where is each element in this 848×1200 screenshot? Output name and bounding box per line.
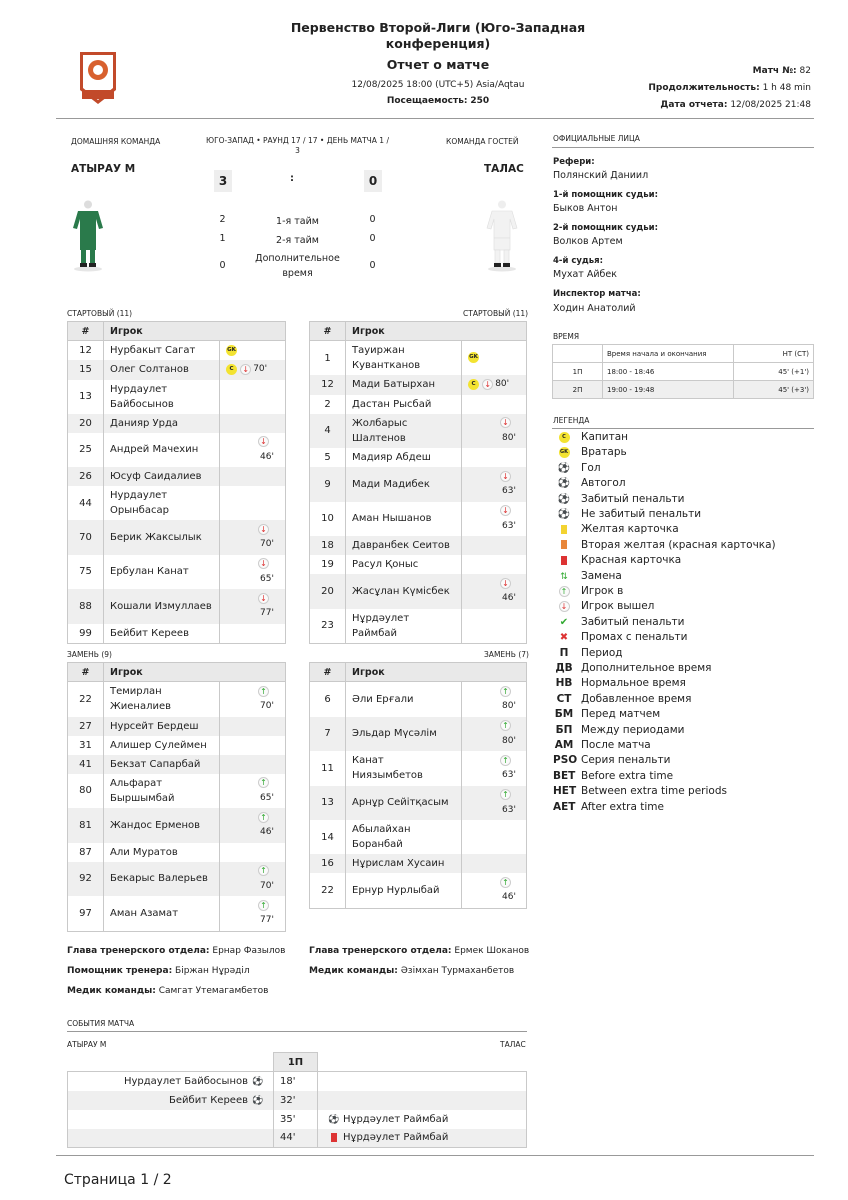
home-assistant-coach: Помощник тренера: Біржан Нұрәділ <box>67 966 250 976</box>
legend-item <box>553 784 727 799</box>
legend-cross-icon: ✖ <box>559 632 569 644</box>
captain-icon: C <box>468 379 479 390</box>
table-row: 87 Али Муратов <box>68 843 286 862</box>
home-starting-table: # Игрок 12 Нурбакыт Сагат GK 15 Олег Солтанов C ↓ 70' 13 Нурдаулет Байбосынов 20 Данияр Урда 25 Андрей Мачехин ↓46' 26 Юсуф Саидалиев 44 Нурдаулет Орынбасар 70 Берик Жаксылык ↓70' 75 Ербулан Канат ↓65' 88 Кошали Измуллаев ↓77' 99 Бейбит Кереев <box>67 321 286 644</box>
report-subtitle: Отчет о матче <box>386 57 490 72</box>
events-away-team: ТАЛАС <box>500 1040 526 1049</box>
legend-abbr: HET <box>553 785 577 798</box>
player-in-icon: ↑ <box>500 720 511 731</box>
table-row: 19 Расул Қоныс <box>310 555 527 574</box>
legend-item <box>553 553 681 568</box>
match-meta: Матч №: 82 Продолжительность: 1 h 48 min Дата отчета: 12/08/2025 21:48 <box>648 66 811 110</box>
player-in-icon: ↑ <box>258 777 269 788</box>
time-title: ВРЕМЯ <box>553 332 580 341</box>
table-row: 23 Нұрдәулет Раймбай <box>310 609 527 644</box>
legend-text: Замена <box>581 569 622 582</box>
table-row: 26 Юсуф Саидалиев <box>68 467 286 486</box>
player-out-icon: ↓ <box>258 593 269 604</box>
player-out-icon: ↓ <box>482 379 493 390</box>
table-row: Нурдаулет Байбосынов ⚽ 18' <box>68 1072 527 1091</box>
legend-pen-icon: ⚽ <box>557 493 571 505</box>
legend-text: Вратарь <box>581 446 627 459</box>
player-in-icon: ↑ <box>500 755 511 766</box>
table-row: 20 Данияр Урда <box>68 414 286 433</box>
legend-text: Желтая карточка <box>581 523 679 536</box>
table-row: 9 Мади Мадибек ↓63' <box>310 467 527 502</box>
table-row: 13 Арнұр Сейітқасым ↑63' <box>310 786 527 821</box>
table-row: 4 Жолбарыс Шалтенов ↓80' <box>310 414 527 449</box>
score-separator: : <box>290 173 294 184</box>
table-row: 10 Аман Нышанов ↓63' <box>310 502 527 537</box>
round-info: ЮГО-ЗАПАД • РАУНД 17 / 17 • ДЕНЬ МАТЧА 1 / 3 <box>205 136 389 155</box>
legend-item <box>553 522 679 537</box>
legend-abbr: П <box>559 646 569 659</box>
red-card-icon <box>328 1133 339 1143</box>
table-row: 2П 19:00 - 19:48 45' (+3') <box>553 381 814 399</box>
referee-name: Полянский Даниил <box>553 170 649 181</box>
table-row: 80 Альфарат Быршымбай ↑65' <box>68 774 286 809</box>
page-number: Страница 1 / 2 <box>64 1172 172 1188</box>
player-out-icon: ↓ <box>258 524 269 535</box>
report-title: Первенство Второй-Лиги (Юго-Западная конференция) <box>290 20 586 51</box>
legend-abbr: БМ <box>554 708 574 721</box>
table-row: 44 Нурдаулет Орынбасар <box>68 486 286 520</box>
legend-item <box>553 569 622 584</box>
header-divider <box>56 118 814 119</box>
legend-red-icon <box>553 553 575 568</box>
player-out-icon: ↓ <box>500 505 511 516</box>
legend-text: Дополнительное время <box>581 662 712 674</box>
away-head-coach: Глава тренерского отдела: Ермек Шоканов <box>309 946 530 956</box>
attendance: Посещаемость: 250 <box>386 96 490 106</box>
player-in-icon: ↑ <box>500 686 511 697</box>
legend-item <box>553 676 686 691</box>
player-out-icon: ↓ <box>500 471 511 482</box>
player-out-icon: ↓ <box>500 578 511 589</box>
away-starting-label: СТАРТОВЫЙ (11) <box>463 309 529 318</box>
home-team-label: ДОМАШНЯЯ КОМАНДА <box>71 137 161 146</box>
time-table: Время начала и окончания HT (CT) 1П 18:00 - 18:46 45' (+1') 2П 19:00 - 19:48 45' (+3') <box>552 344 814 399</box>
legend-out-icon: ↓ <box>553 599 575 614</box>
legend-item <box>553 507 701 522</box>
penalty-goal-icon: ⚽ <box>252 1095 264 1106</box>
events-home-team: АТЫРАУ М <box>67 1040 107 1049</box>
own-goal-icon: ⚽ <box>328 1114 340 1125</box>
legend-item <box>553 476 626 491</box>
table-row: 7 Эльдар Мүсәлім ↑80' <box>310 717 527 752</box>
home-medic: Медик команды: Самгат Утемагамбетов <box>67 986 269 996</box>
legend-penmiss-icon: ⚽ <box>557 509 571 520</box>
assistant2-name: Волков Артем <box>553 236 623 247</box>
table-row: 81 Жандос Ерменов ↑46' <box>68 808 286 843</box>
legend-item <box>553 769 673 784</box>
legend-text: After extra time <box>581 800 664 813</box>
table-row: 14 Абылайхан Боранбай <box>310 820 527 854</box>
legend-item <box>553 445 627 460</box>
assistant2-label: 2-й помощник судьи: <box>553 223 658 233</box>
table-row: 11 Канат Ниязымбетов ↑63' <box>310 751 527 786</box>
away-team-name: ТАЛАС <box>484 163 524 175</box>
legend-text: Период <box>581 646 623 659</box>
goalkeeper-icon: GK <box>468 352 479 363</box>
legend-item <box>553 800 664 815</box>
table-row: 6 Әли Ерғали ↑80' <box>310 682 527 717</box>
table-row: 1 Тауиржан Кувантканов GK <box>310 341 527 376</box>
table-row: 35' ⚽ Нұрдәулет Раймбай <box>68 1110 527 1129</box>
home-head-coach: Глава тренерского отдела: Ернар Фазылов <box>67 946 286 956</box>
legend-item <box>553 723 684 738</box>
referee-label: Рефери: <box>553 157 595 167</box>
legend-item <box>553 430 628 445</box>
home-team-name: АТЫРАУ М <box>71 163 136 175</box>
legend-c-icon: C <box>553 430 575 445</box>
table-row: 70 Берик Жаксылык ↓70' <box>68 520 286 555</box>
player-in-icon: ↑ <box>500 877 511 888</box>
legend-item <box>553 615 685 630</box>
table-row: 88 Кошали Измуллаев ↓77' <box>68 589 286 624</box>
legend-text: Перед матчем <box>581 708 661 721</box>
legend-item <box>553 492 685 507</box>
legend-abbr: AET <box>553 800 576 813</box>
legend-in-icon: ↑ <box>553 584 575 599</box>
table-row: 20 Жасұлан Күмісбек ↓46' <box>310 574 527 609</box>
legend-item <box>553 692 691 707</box>
away-medic: Медик команды: Әзімхан Турмаханбетов <box>309 966 515 976</box>
table-row: 22 Ернур Нурлыбай ↑46' <box>310 873 527 908</box>
table-row: 2 Дастан Рысбай <box>310 395 527 414</box>
table-row: 92 Бекарыс Валерьев ↑70' <box>68 862 286 897</box>
table-row: 12 Мади Батырхан C ↓ 80' <box>310 375 527 395</box>
home-subs-table: # Игрок 22 Темирлан Жиеналиев ↑70' 27 Нурсейт Бердеш 31 Алишер Сулеймен 41 Бекзат Сапарбай 80 Альфарат Быршымбай ↑65' 81 Жандос Ерменов ↑46' 87 Али Муратов 92 Бекарыс Валерьев ↑70' 97 Аман Азамат ↑77' <box>67 662 286 932</box>
table-row: 22 Темирлан Жиеналиев ↑70' <box>68 682 286 717</box>
table-row: 31 Алишер Сулеймен <box>68 736 286 755</box>
table-row: Бейбит Кереев ⚽ 32' <box>68 1091 527 1110</box>
home-subs-label: ЗАМЕНЬ (9) <box>67 650 112 659</box>
legend-abbr: АМ <box>554 739 574 751</box>
goal-icon: ⚽ <box>252 1076 264 1087</box>
away-kit-icon <box>482 200 522 272</box>
player-out-icon: ↓ <box>258 558 269 569</box>
legend-text: Добавленное время <box>581 692 692 705</box>
legend-item <box>553 661 711 676</box>
legend-abbr: БП <box>555 723 573 736</box>
officials-divider <box>552 147 814 148</box>
table-row: 15 Олег Солтанов C ↓ 70' <box>68 360 286 380</box>
events-table: 1П Нурдаулет Байбосынов ⚽ 18' Бейбит Кереев ⚽ 32' 35' ⚽ Нұрдәулет Раймбай 44' Нұрдәулет Раймбай <box>67 1052 527 1148</box>
player-in-icon: ↑ <box>258 865 269 876</box>
player-out-icon: ↓ <box>240 364 251 375</box>
table-row: 25 Андрей Мачехин ↓46' <box>68 433 286 468</box>
legend-item <box>553 461 601 476</box>
legend-item <box>553 630 687 645</box>
table-row: 16 Нұрислам Хусаин <box>310 854 527 873</box>
legend-text: После матча <box>581 739 651 751</box>
fourth-official-label: 4-й судья: <box>553 256 604 266</box>
player-in-icon: ↑ <box>258 900 269 911</box>
legend-item <box>553 599 654 614</box>
legend-text: Не забитый пенальти <box>581 508 702 520</box>
legend-yellow-icon <box>553 522 575 537</box>
legend-gk-icon: GK <box>553 445 575 460</box>
table-row: 75 Ербулан Канат ↓65' <box>68 555 286 590</box>
legend-text: Забитый пенальти <box>581 492 685 505</box>
footer-divider <box>56 1155 814 1156</box>
player-in-icon: ↑ <box>500 789 511 800</box>
legend-divider <box>552 428 814 429</box>
legend-sub-icon: ⇅ <box>560 571 568 582</box>
legend-abbr: ДВ <box>555 662 573 674</box>
legend-og-icon: ⚽ <box>557 478 571 490</box>
home-starting-label: СТАРТОВЫЙ (11) <box>67 309 133 318</box>
legend-item <box>553 738 651 753</box>
legend-text: Между периодами <box>581 723 685 736</box>
legend-text: Before extra time <box>581 769 674 782</box>
legend-text: Игрок в <box>581 585 624 597</box>
table-row: 99 Бейбит Кереев <box>68 624 286 644</box>
legend-text: Серия пенальти <box>581 754 671 767</box>
away-team-label: КОМАНДА ГОСТЕЙ <box>446 137 519 146</box>
legend-text: Вторая желтая (красная карточка) <box>581 538 776 551</box>
away-starting-table: # Игрок 1 Тауиржан Кувантканов GK 12 Мади Батырхан C ↓ 80' 2 Дастан Рысбай 4 Жолбарыс Шалтенов ↓80' 5 Мадияр Абдеш 9 Мади Мадибек ↓63' 10 Аман Нышанов ↓63' 18 Давранбек Сеитов 19 Расул Қоныс 20 Жасұлан Күмісбек ↓46' 23 Нұрдәулет Раймбай <box>309 321 527 644</box>
legend-title: ЛЕГЕНДА <box>553 416 590 425</box>
assistant1-name: Быков Антон <box>553 203 618 214</box>
league-logo <box>76 50 120 106</box>
legend-text: Забитый пенальти <box>581 615 685 628</box>
legend-item <box>553 707 660 722</box>
inspector-label: Инспектор матча: <box>553 289 641 299</box>
table-row: 97 Аман Азамат ↑77' <box>68 896 286 931</box>
legend-item <box>553 538 776 553</box>
legend-2y-icon <box>553 538 575 553</box>
legend-text: Нормальное время <box>581 677 686 690</box>
home-kit-icon <box>68 200 108 272</box>
table-row: 18 Давранбек Сеитов <box>310 536 527 555</box>
events-divider <box>67 1031 527 1032</box>
legend-abbr: НВ <box>555 677 573 690</box>
player-out-icon: ↓ <box>500 417 511 428</box>
legend-item <box>553 646 623 661</box>
legend-check-icon: ✔ <box>559 616 569 628</box>
legend-text: Гол <box>581 461 601 474</box>
officials-title: ОФИЦИАЛЬНЫЕ ЛИЦА <box>553 134 640 143</box>
legend-text: Промах с пенальти <box>581 631 688 644</box>
legend-item <box>553 584 623 599</box>
legend-ball-icon: ⚽ <box>557 462 571 474</box>
legend-abbr: BET <box>553 769 576 782</box>
player-in-icon: ↑ <box>258 686 269 697</box>
table-row: 1П 18:00 - 18:46 45' (+1') <box>553 363 814 381</box>
away-subs-table: # Игрок 6 Әли Ерғали ↑80' 7 Эльдар Мүсәлім ↑80' 11 Канат Ниязымбетов ↑63' 13 Арнұр Сейітқасым ↑63' 14 Абылайхан Боранбай 16 Нұрислам Хусаин 22 Ернур Нурлыбай ↑46' <box>309 662 527 909</box>
period-row-extra: 0 Дополнительное время 0 <box>219 253 376 279</box>
table-row: 12 Нурбакыт Сагат GK <box>68 341 286 361</box>
table-row: 41 Бекзат Сапарбай <box>68 755 286 774</box>
goalkeeper-icon: GK <box>226 345 237 356</box>
player-in-icon: ↑ <box>258 812 269 823</box>
table-row: 27 Нурсейт Бердеш <box>68 717 286 736</box>
table-row: 5 Мадияр Абдеш <box>310 448 527 467</box>
away-subs-label: ЗАМЕНЬ (7) <box>484 650 529 659</box>
events-title: СОБЫТИЯ МАТЧА <box>67 1019 135 1028</box>
match-datetime: 12/08/2025 18:00 (UTC+5) Asia/Aqtau <box>351 80 525 90</box>
assistant1-label: 1-й помощник судьи: <box>553 190 658 200</box>
table-row: 13 Нурдаулет Байбосынов <box>68 380 286 414</box>
legend-text: Красная карточка <box>581 554 682 567</box>
legend-item <box>553 753 670 768</box>
home-score: 3 <box>214 170 232 192</box>
legend-text: Игрок вышел <box>581 600 655 613</box>
legend-abbr: PSO <box>553 754 578 767</box>
legend-abbr: СТ <box>556 692 572 705</box>
legend-text: Автогол <box>581 477 626 490</box>
legend-text: Капитан <box>581 431 628 443</box>
captain-icon: C <box>226 364 237 375</box>
away-score: 0 <box>364 170 382 192</box>
legend-text: Between extra time periods <box>581 785 727 798</box>
player-out-icon: ↓ <box>258 436 269 447</box>
inspector-name: Ходин Анатолий <box>553 303 636 314</box>
fourth-official-name: Мухат Айбек <box>553 269 617 280</box>
table-row: 44' Нұрдәулет Раймбай <box>68 1129 527 1148</box>
